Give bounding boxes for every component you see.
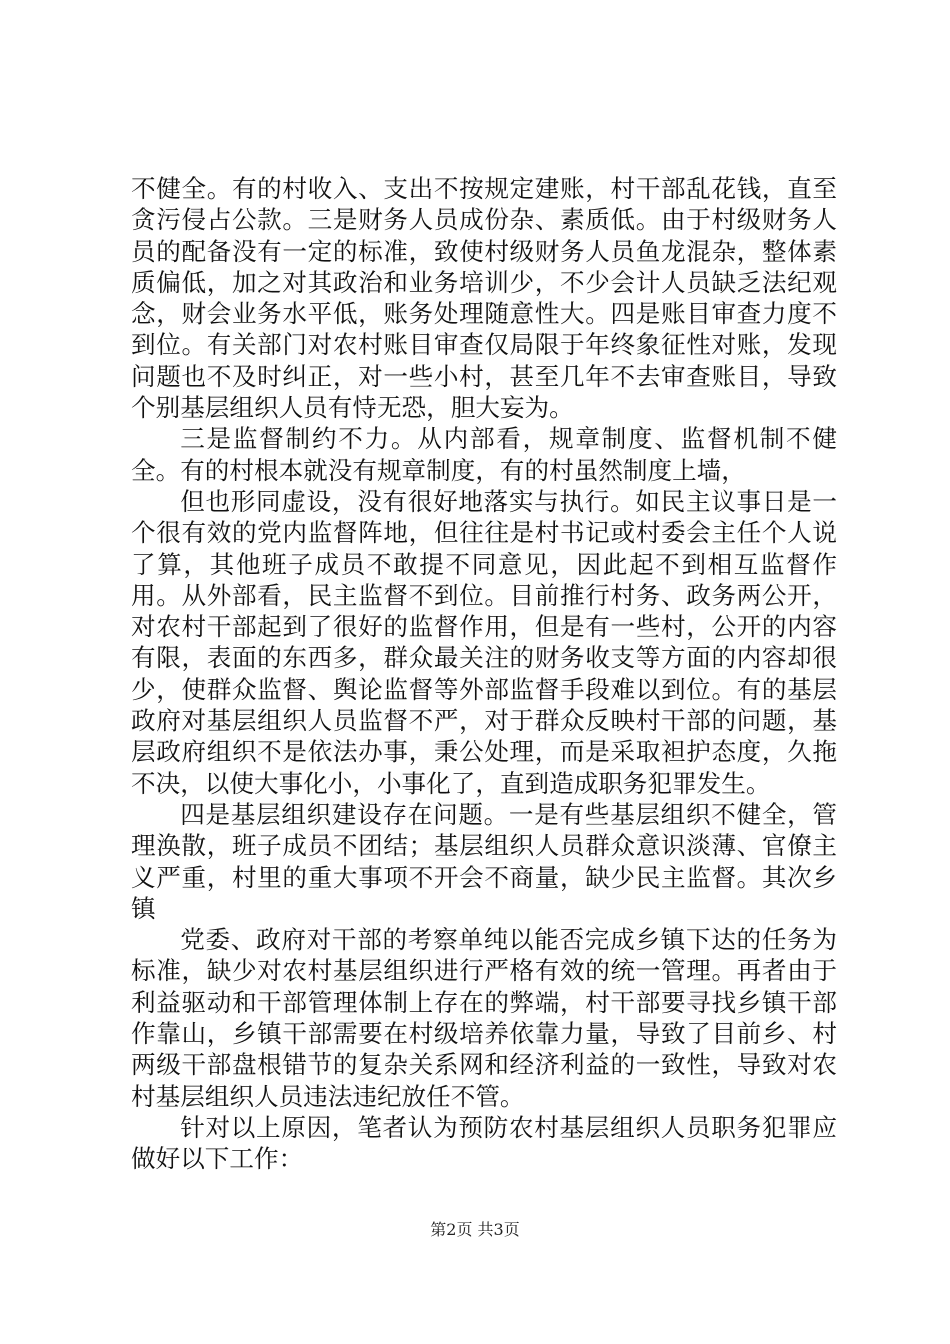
paragraph-2: 三是监督制约不力。从内部看，规章制度、监督机制不健全。有的村根本就没有规章制度，有的村虽然制度上墙，	[131, 424, 837, 485]
paragraph-5: 党委、政府对干部的考察单纯以能否完成乡镇下达的任务为标准，缺少对农村基层组织进行严格有效的统一管理。再者由于利益驱动和干部管理体制上存在的弊端，村干部要寻找乡镇干部作靠山，乡镇干部需要在村级培养依靠力量，导致了目前乡、村两级干部盘根错节的复杂关系网和经济利益的一致性，导致对农村基层组织人员违法违纪放任不管。	[131, 925, 837, 1111]
paragraph-4: 四是基层组织建设存在问题。一是有些基层组织不健全，管理涣散，班子成员不团结；基层组织人员群众意识淡薄、官僚主义严重，村里的重大事项不开会不商量，缺少民主监督。其次乡镇	[131, 799, 837, 923]
body-text	[131, 173, 837, 1175]
page-number-footer: 第2页 共3页	[430, 1220, 520, 1239]
paragraph-1: 不健全。有的村收入、支出不按规定建账，村干部乱花钱，直至贪污侵占公款。三是财务人员成份杂、素质低。由于村级财务人员的配备没有一定的标准，致使村级财务人员鱼龙混杂，整体素质偏低，加之对其政治和业务培训少，不少会计人员缺乏法纪观念，财会业务水平低，账务处理随意性大。四是账目审查力度不到位。有关部门对农村账目审查仅局限于年终象征性对账，发现问题也不及时纠正，对一些小村，甚至几年不去审查账目，导致个别基层组织人员有恃无恐，胆大妄为。	[131, 174, 837, 423]
paragraph-3: 但也形同虚设，没有很好地落实与执行。如民主议事日是一个很有效的党内监督阵地，但往往是村书记或村委会主任个人说了算，其他班子成员不敢提不同意见，因此起不到相互监督作用。从外部看，民主监督不到位。目前推行村务、政务两公开，对农村干部起到了很好的监督作用，但是有一些村，公开的内容有限，表面的东西多，群众最关注的财务收支等方面的内容却很少，使群众监督、舆论监督等外部监督手段难以到位。有的基层政府对基层组织人员监督不严，对于群众反映村干部的问题，基层政府组织不是依法办事，秉公处理，而是采取袒护态度，久拖不决，以使大事化小，小事化了，直到造成职务犯罪发生。	[131, 486, 837, 798]
paragraph-6: 针对以上原因，笔者认为预防农村基层组织人员职务犯罪应做好以下工作：	[131, 1112, 837, 1174]
